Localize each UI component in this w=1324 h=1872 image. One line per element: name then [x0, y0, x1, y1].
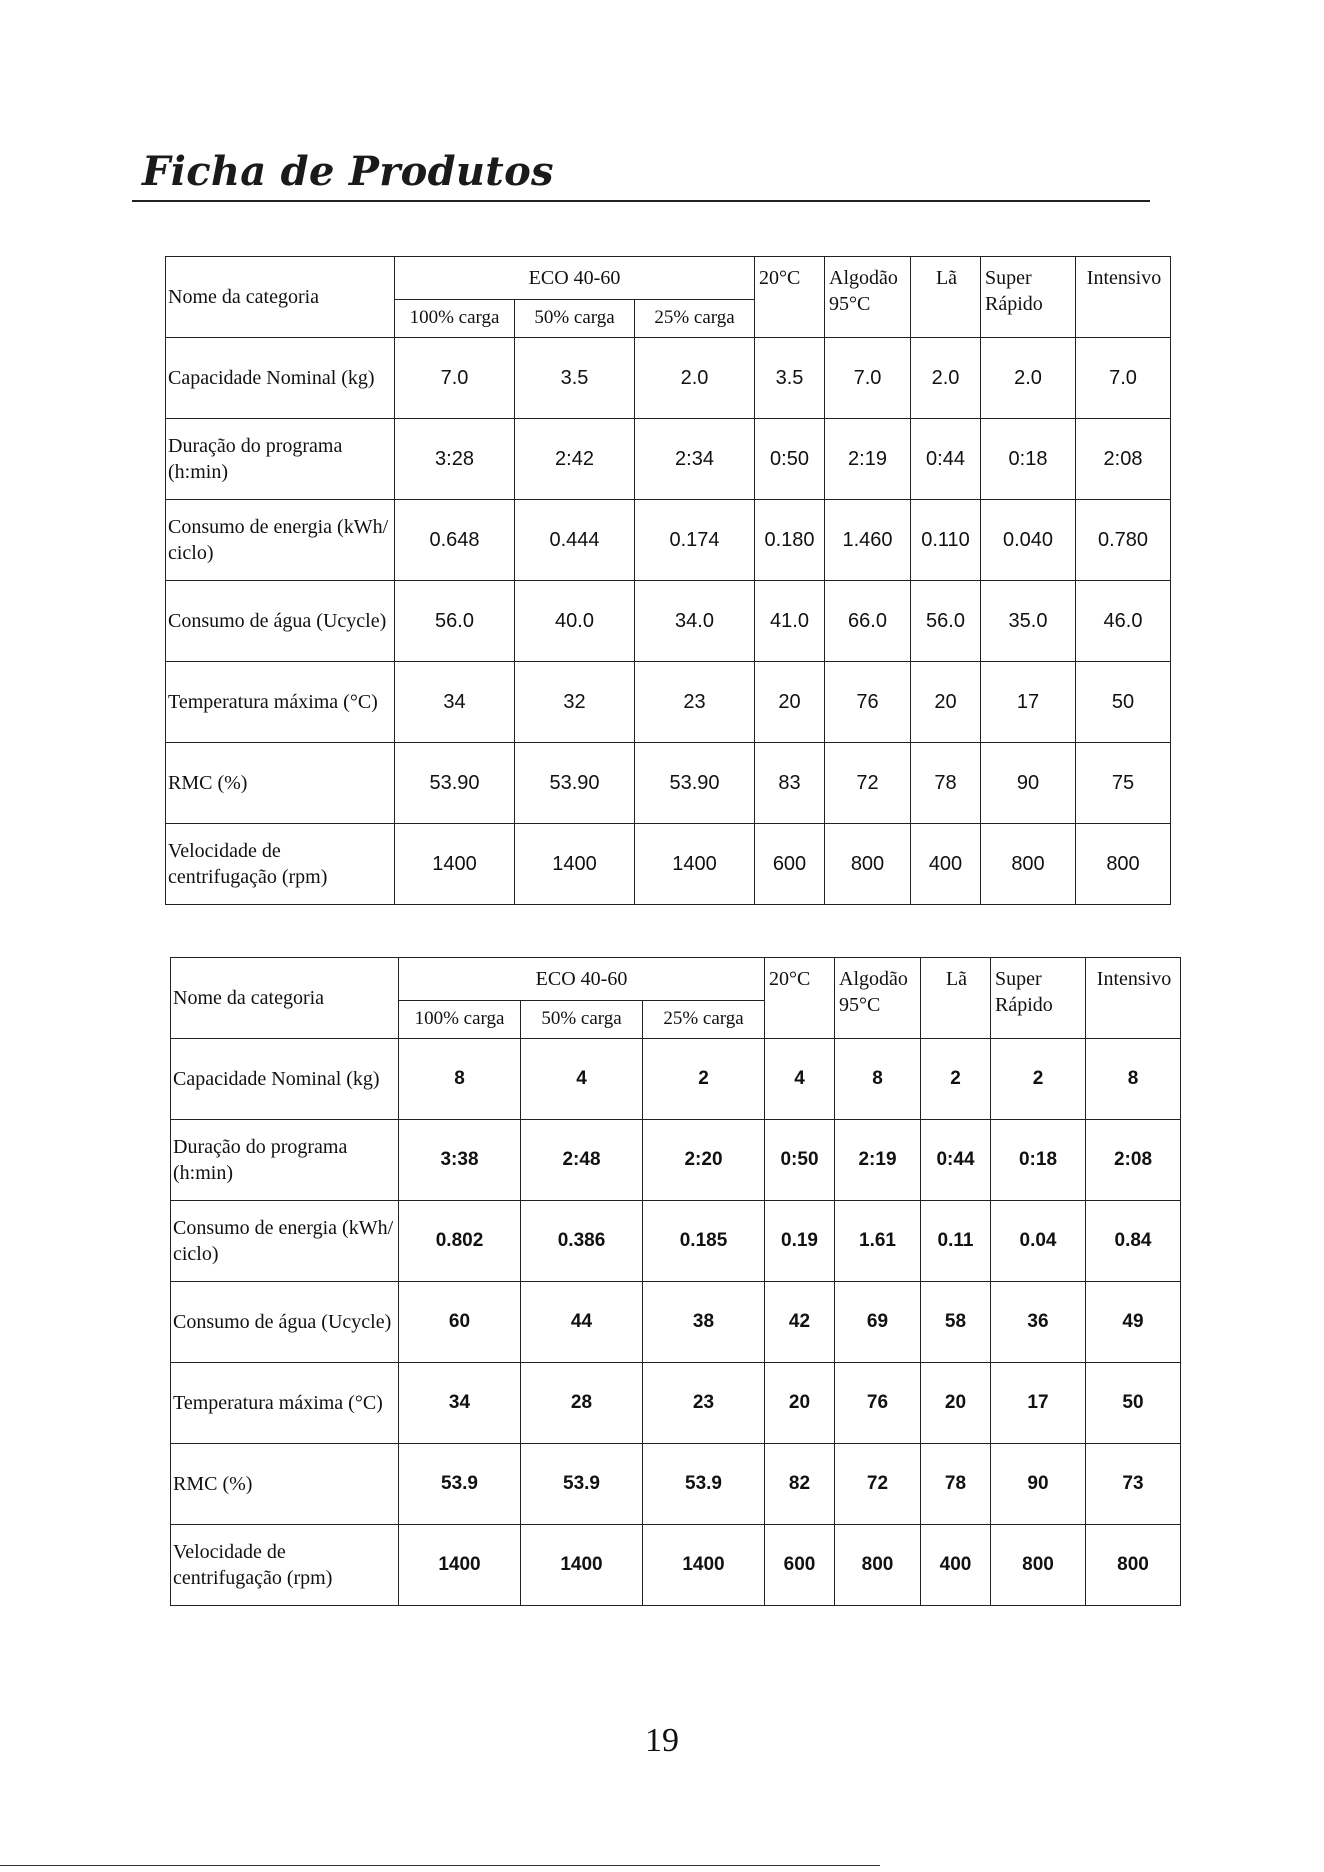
value-cell: 78 [921, 1444, 991, 1525]
table-row [171, 1039, 1181, 1120]
value-cell: 4 [765, 1039, 835, 1120]
value-cell: 1400 [515, 824, 635, 905]
value-cell: 1400 [399, 1525, 521, 1606]
value-cell: 35.0 [981, 581, 1076, 662]
value-cell: 800 [835, 1525, 921, 1606]
value-cell: 0.780 [1076, 500, 1171, 581]
program-header: 20°C [755, 257, 825, 338]
value-cell: 0.84 [1086, 1201, 1181, 1282]
value-cell: 60 [399, 1282, 521, 1363]
row-label: Temperatura máxima (°C) [166, 662, 395, 743]
value-cell: 41.0 [755, 581, 825, 662]
load-subheader: 25% carga [643, 1001, 765, 1039]
value-cell: 0.185 [643, 1201, 765, 1282]
value-cell: 69 [835, 1282, 921, 1363]
value-cell: 8 [1086, 1039, 1181, 1120]
value-cell: 1400 [521, 1525, 643, 1606]
value-cell: 36 [991, 1282, 1086, 1363]
row-label: Velocidade de centrifugação (rpm) [171, 1525, 399, 1606]
value-cell: 76 [825, 662, 911, 743]
value-cell: 2:19 [835, 1120, 921, 1201]
product-sheet-table-2 [170, 957, 1181, 1606]
load-subheader: 50% carga [515, 300, 635, 338]
table-row [171, 1525, 1181, 1606]
value-cell: 0:44 [921, 1120, 991, 1201]
load-subheader: 25% carga [635, 300, 755, 338]
value-cell: 2.0 [635, 338, 755, 419]
value-cell: 2:34 [635, 419, 755, 500]
value-cell: 38 [643, 1282, 765, 1363]
value-cell: 8 [399, 1039, 521, 1120]
load-subheader: 50% carga [521, 1001, 643, 1039]
value-cell: 53.9 [399, 1444, 521, 1525]
row-label: Consumo de água (Ucycle) [171, 1282, 399, 1363]
value-cell: 0:18 [991, 1120, 1086, 1201]
value-cell: 0:50 [755, 419, 825, 500]
value-cell: 72 [835, 1444, 921, 1525]
value-cell: 66.0 [825, 581, 911, 662]
load-subheader: 100% carga [395, 300, 515, 338]
value-cell: 3.5 [515, 338, 635, 419]
value-cell: 3:28 [395, 419, 515, 500]
program-header: Lã [921, 958, 991, 1039]
row-label: Capacidade Nominal (kg) [166, 338, 395, 419]
value-cell: 82 [765, 1444, 835, 1525]
value-cell: 56.0 [395, 581, 515, 662]
table-row [171, 1363, 1181, 1444]
value-cell: 3:38 [399, 1120, 521, 1201]
row-label: RMC (%) [171, 1444, 399, 1525]
value-cell: 83 [755, 743, 825, 824]
value-cell: 56.0 [911, 581, 981, 662]
table-row [166, 824, 1171, 905]
program-header: Algodão 95°C [825, 257, 911, 338]
value-cell: 53.90 [395, 743, 515, 824]
category-header: Nome da categoria [166, 257, 395, 338]
value-cell: 23 [643, 1363, 765, 1444]
header-row-top [171, 958, 1181, 1001]
product-sheet-table-1 [165, 256, 1171, 905]
value-cell: 0.110 [911, 500, 981, 581]
value-cell: 20 [921, 1363, 991, 1444]
value-cell: 2:20 [643, 1120, 765, 1201]
value-cell: 1400 [635, 824, 755, 905]
value-cell: 1.460 [825, 500, 911, 581]
value-cell: 53.90 [635, 743, 755, 824]
row-label: Capacidade Nominal (kg) [171, 1039, 399, 1120]
value-cell: 2:48 [521, 1120, 643, 1201]
value-cell: 2:08 [1086, 1120, 1181, 1201]
value-cell: 400 [921, 1525, 991, 1606]
value-cell: 1400 [643, 1525, 765, 1606]
value-cell: 800 [825, 824, 911, 905]
program-header: Lã [911, 257, 981, 338]
value-cell: 28 [521, 1363, 643, 1444]
value-cell: 8 [835, 1039, 921, 1120]
value-cell: 600 [765, 1525, 835, 1606]
value-cell: 23 [635, 662, 755, 743]
row-label: Duração do programa (h:min) [166, 419, 395, 500]
value-cell: 53.9 [521, 1444, 643, 1525]
program-header: Super Rápido [981, 257, 1076, 338]
value-cell: 75 [1076, 743, 1171, 824]
value-cell: 4 [521, 1039, 643, 1120]
table-row [171, 1120, 1181, 1201]
value-cell: 800 [981, 824, 1076, 905]
program-header: Intensivo [1086, 958, 1181, 1039]
value-cell: 0.386 [521, 1201, 643, 1282]
value-cell: 0.444 [515, 500, 635, 581]
value-cell: 72 [825, 743, 911, 824]
row-label: Velocidade de centrifugação (rpm) [166, 824, 395, 905]
page-number: 19 [645, 1722, 679, 1759]
value-cell: 20 [911, 662, 981, 743]
program-header: Algodão 95°C [835, 958, 921, 1039]
value-cell: 1400 [395, 824, 515, 905]
value-cell: 0:50 [765, 1120, 835, 1201]
page-title: Ficha de Produtos [142, 148, 554, 195]
value-cell: 0.19 [765, 1201, 835, 1282]
value-cell: 0.040 [981, 500, 1076, 581]
value-cell: 42 [765, 1282, 835, 1363]
value-cell: 17 [991, 1363, 1086, 1444]
value-cell: 800 [1086, 1525, 1181, 1606]
value-cell: 0.180 [755, 500, 825, 581]
program-header: Super Rápido [991, 958, 1086, 1039]
table-row [166, 500, 1171, 581]
value-cell: 0.174 [635, 500, 755, 581]
table-row [171, 1201, 1181, 1282]
table-row [166, 743, 1171, 824]
value-cell: 2 [921, 1039, 991, 1120]
value-cell: 2:19 [825, 419, 911, 500]
value-cell: 50 [1076, 662, 1171, 743]
category-header: Nome da categoria [171, 958, 399, 1039]
title-divider [132, 200, 1150, 202]
table-row [166, 338, 1171, 419]
program-header: Intensivo [1076, 257, 1171, 338]
value-cell: 34 [399, 1363, 521, 1444]
value-cell: 7.0 [825, 338, 911, 419]
row-label: Temperatura máxima (°C) [171, 1363, 399, 1444]
header-row-top [166, 257, 1171, 300]
value-cell: 600 [755, 824, 825, 905]
value-cell: 53.90 [515, 743, 635, 824]
value-cell: 400 [911, 824, 981, 905]
value-cell: 58 [921, 1282, 991, 1363]
value-cell: 76 [835, 1363, 921, 1444]
value-cell: 7.0 [395, 338, 515, 419]
value-cell: 53.9 [643, 1444, 765, 1525]
value-cell: 78 [911, 743, 981, 824]
value-cell: 800 [1076, 824, 1171, 905]
value-cell: 2:08 [1076, 419, 1171, 500]
value-cell: 1.61 [835, 1201, 921, 1282]
value-cell: 32 [515, 662, 635, 743]
value-cell: 2 [991, 1039, 1086, 1120]
value-cell: 34 [395, 662, 515, 743]
footer-divider [0, 1865, 880, 1866]
value-cell: 0.11 [921, 1201, 991, 1282]
value-cell: 7.0 [1076, 338, 1171, 419]
value-cell: 90 [991, 1444, 1086, 1525]
value-cell: 46.0 [1076, 581, 1171, 662]
value-cell: 34.0 [635, 581, 755, 662]
value-cell: 90 [981, 743, 1076, 824]
program-header: 20°C [765, 958, 835, 1039]
table-row [171, 1282, 1181, 1363]
value-cell: 2.0 [981, 338, 1076, 419]
value-cell: 20 [755, 662, 825, 743]
value-cell: 2 [643, 1039, 765, 1120]
value-cell: 73 [1086, 1444, 1181, 1525]
eco-group-header: ECO 40-60 [395, 257, 755, 300]
value-cell: 50 [1086, 1363, 1181, 1444]
value-cell: 44 [521, 1282, 643, 1363]
eco-group-header: ECO 40-60 [399, 958, 765, 1001]
row-label: Consumo de energia (kWh/ ciclo) [166, 500, 395, 581]
table-row [171, 1444, 1181, 1525]
value-cell: 0.648 [395, 500, 515, 581]
value-cell: 49 [1086, 1282, 1181, 1363]
value-cell: 40.0 [515, 581, 635, 662]
row-label: Consumo de energia (kWh/ ciclo) [171, 1201, 399, 1282]
table-row [166, 662, 1171, 743]
value-cell: 3.5 [755, 338, 825, 419]
value-cell: 0:44 [911, 419, 981, 500]
value-cell: 2.0 [911, 338, 981, 419]
value-cell: 17 [981, 662, 1076, 743]
row-label: Duração do programa (h:min) [171, 1120, 399, 1201]
value-cell: 20 [765, 1363, 835, 1444]
row-label: Consumo de água (Ucycle) [166, 581, 395, 662]
value-cell: 800 [991, 1525, 1086, 1606]
table-row [166, 419, 1171, 500]
value-cell: 0.04 [991, 1201, 1086, 1282]
load-subheader: 100% carga [399, 1001, 521, 1039]
table-row [166, 581, 1171, 662]
value-cell: 0.802 [399, 1201, 521, 1282]
value-cell: 2:42 [515, 419, 635, 500]
value-cell: 0:18 [981, 419, 1076, 500]
row-label: RMC (%) [166, 743, 395, 824]
